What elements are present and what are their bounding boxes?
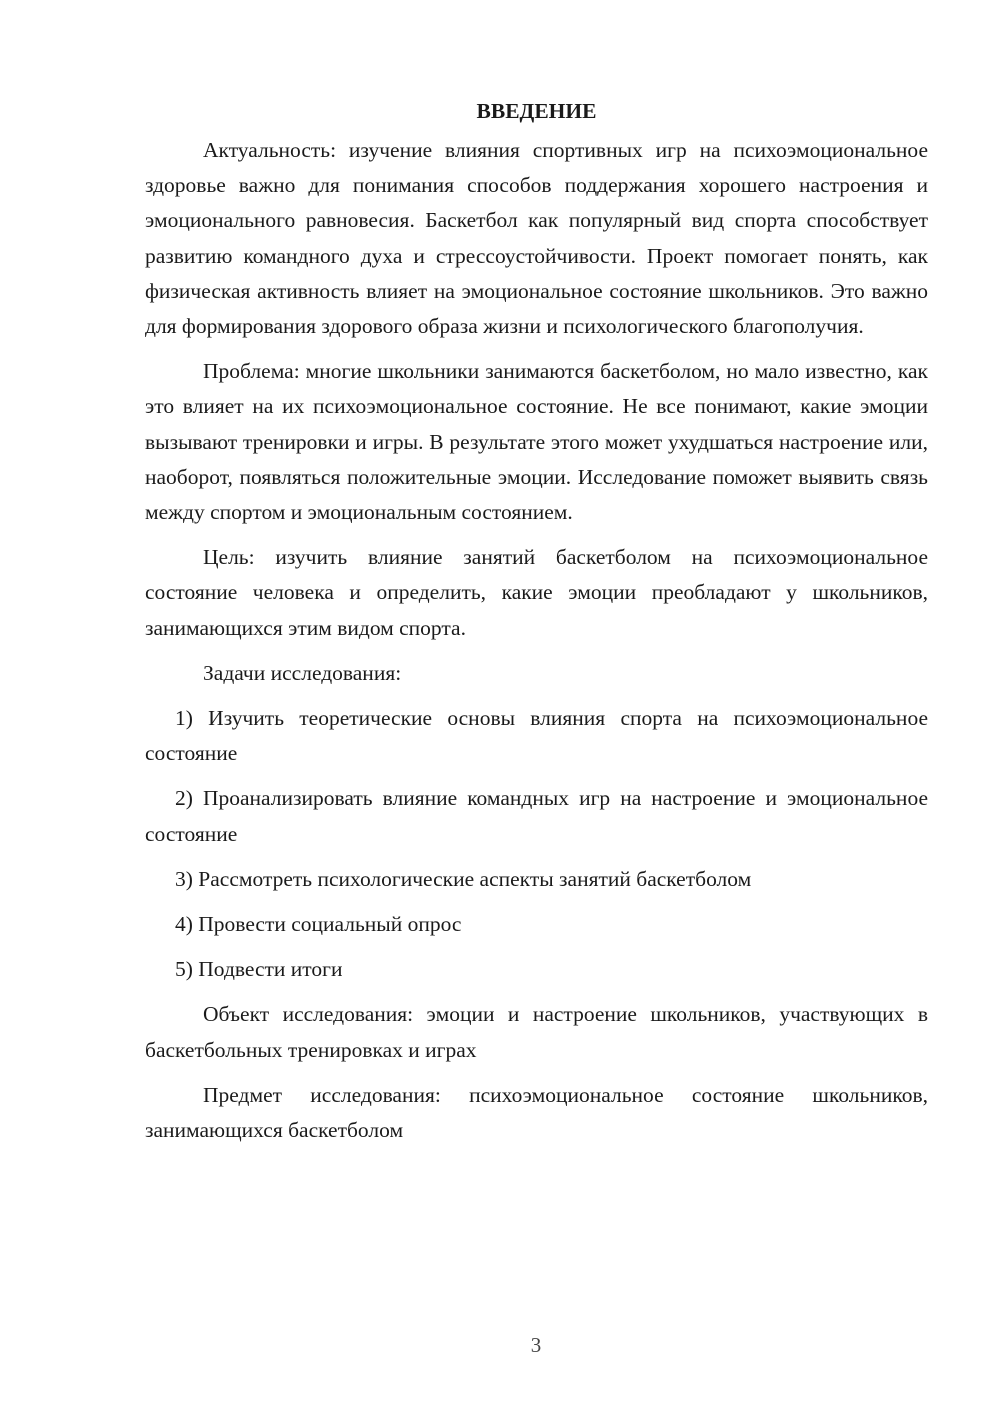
task-item-4: 4) Провести социальный опрос bbox=[175, 912, 462, 937]
subject-paragraph: Предмет исследования: психоэмоциональное состояние школьников, занимающихся баскетболом bbox=[145, 1082, 928, 1143]
task-item-2: 2) Проанализировать влияние командных игр на настроение и эмоциональное состояние bbox=[145, 786, 928, 846]
goal-paragraph: Цель: изучить влияние занятий баскетболом на психоэмоциональное состояние человека и определить, какие эмоции преобладают у школьников, занимающихся этим видом спорта. bbox=[145, 545, 928, 640]
section-heading: ВВЕДЕНИЕ bbox=[476, 99, 597, 123]
problem-paragraph: Проблема: многие школьники занимаются баскетболом, но мало известно, как это влияет на их психоэмоциональное состояние. Не все понимают, какие эмоции вызывают тренировки и игры. В результате этого может ухудшаться настроение или, наоборот, появляться положительные эмоции. Исследование поможет выявить связь между спортом и эмоциональным состоянием. bbox=[145, 359, 928, 525]
task-item-5: 5) Подвести итоги bbox=[175, 957, 343, 982]
relevance-paragraph: Актуальность: изучение влияния спортивных игр на психоэмоциональное здоровье важно для понимания способов поддержания хорошего настроения и эмоционального равновесия. Баскетбол как популярный вид спорта способствует развитию командного духа и стрессоустойчивости. Проект помогает понять, как физическая активность влияет на эмоциональное состояние школьников. Это важно для формирования здорового образа жизни и психологического благополучия. bbox=[145, 138, 928, 339]
page-content bbox=[145, 97, 928, 1158]
task-item-1: 1) Изучить теоретические основы влияния спорта на психоэмоциональное состояние bbox=[145, 706, 928, 766]
task-item-3: 3) Рассмотреть психологические аспекты занятий баскетболом bbox=[175, 866, 752, 891]
page-number: 3 bbox=[530, 1333, 542, 1357]
tasks-heading: Задачи исследования: bbox=[203, 660, 402, 685]
object-paragraph: Объект исследования: эмоции и настроение школьников, участвующих в баскетбольных тренировках и играх bbox=[145, 1002, 928, 1062]
